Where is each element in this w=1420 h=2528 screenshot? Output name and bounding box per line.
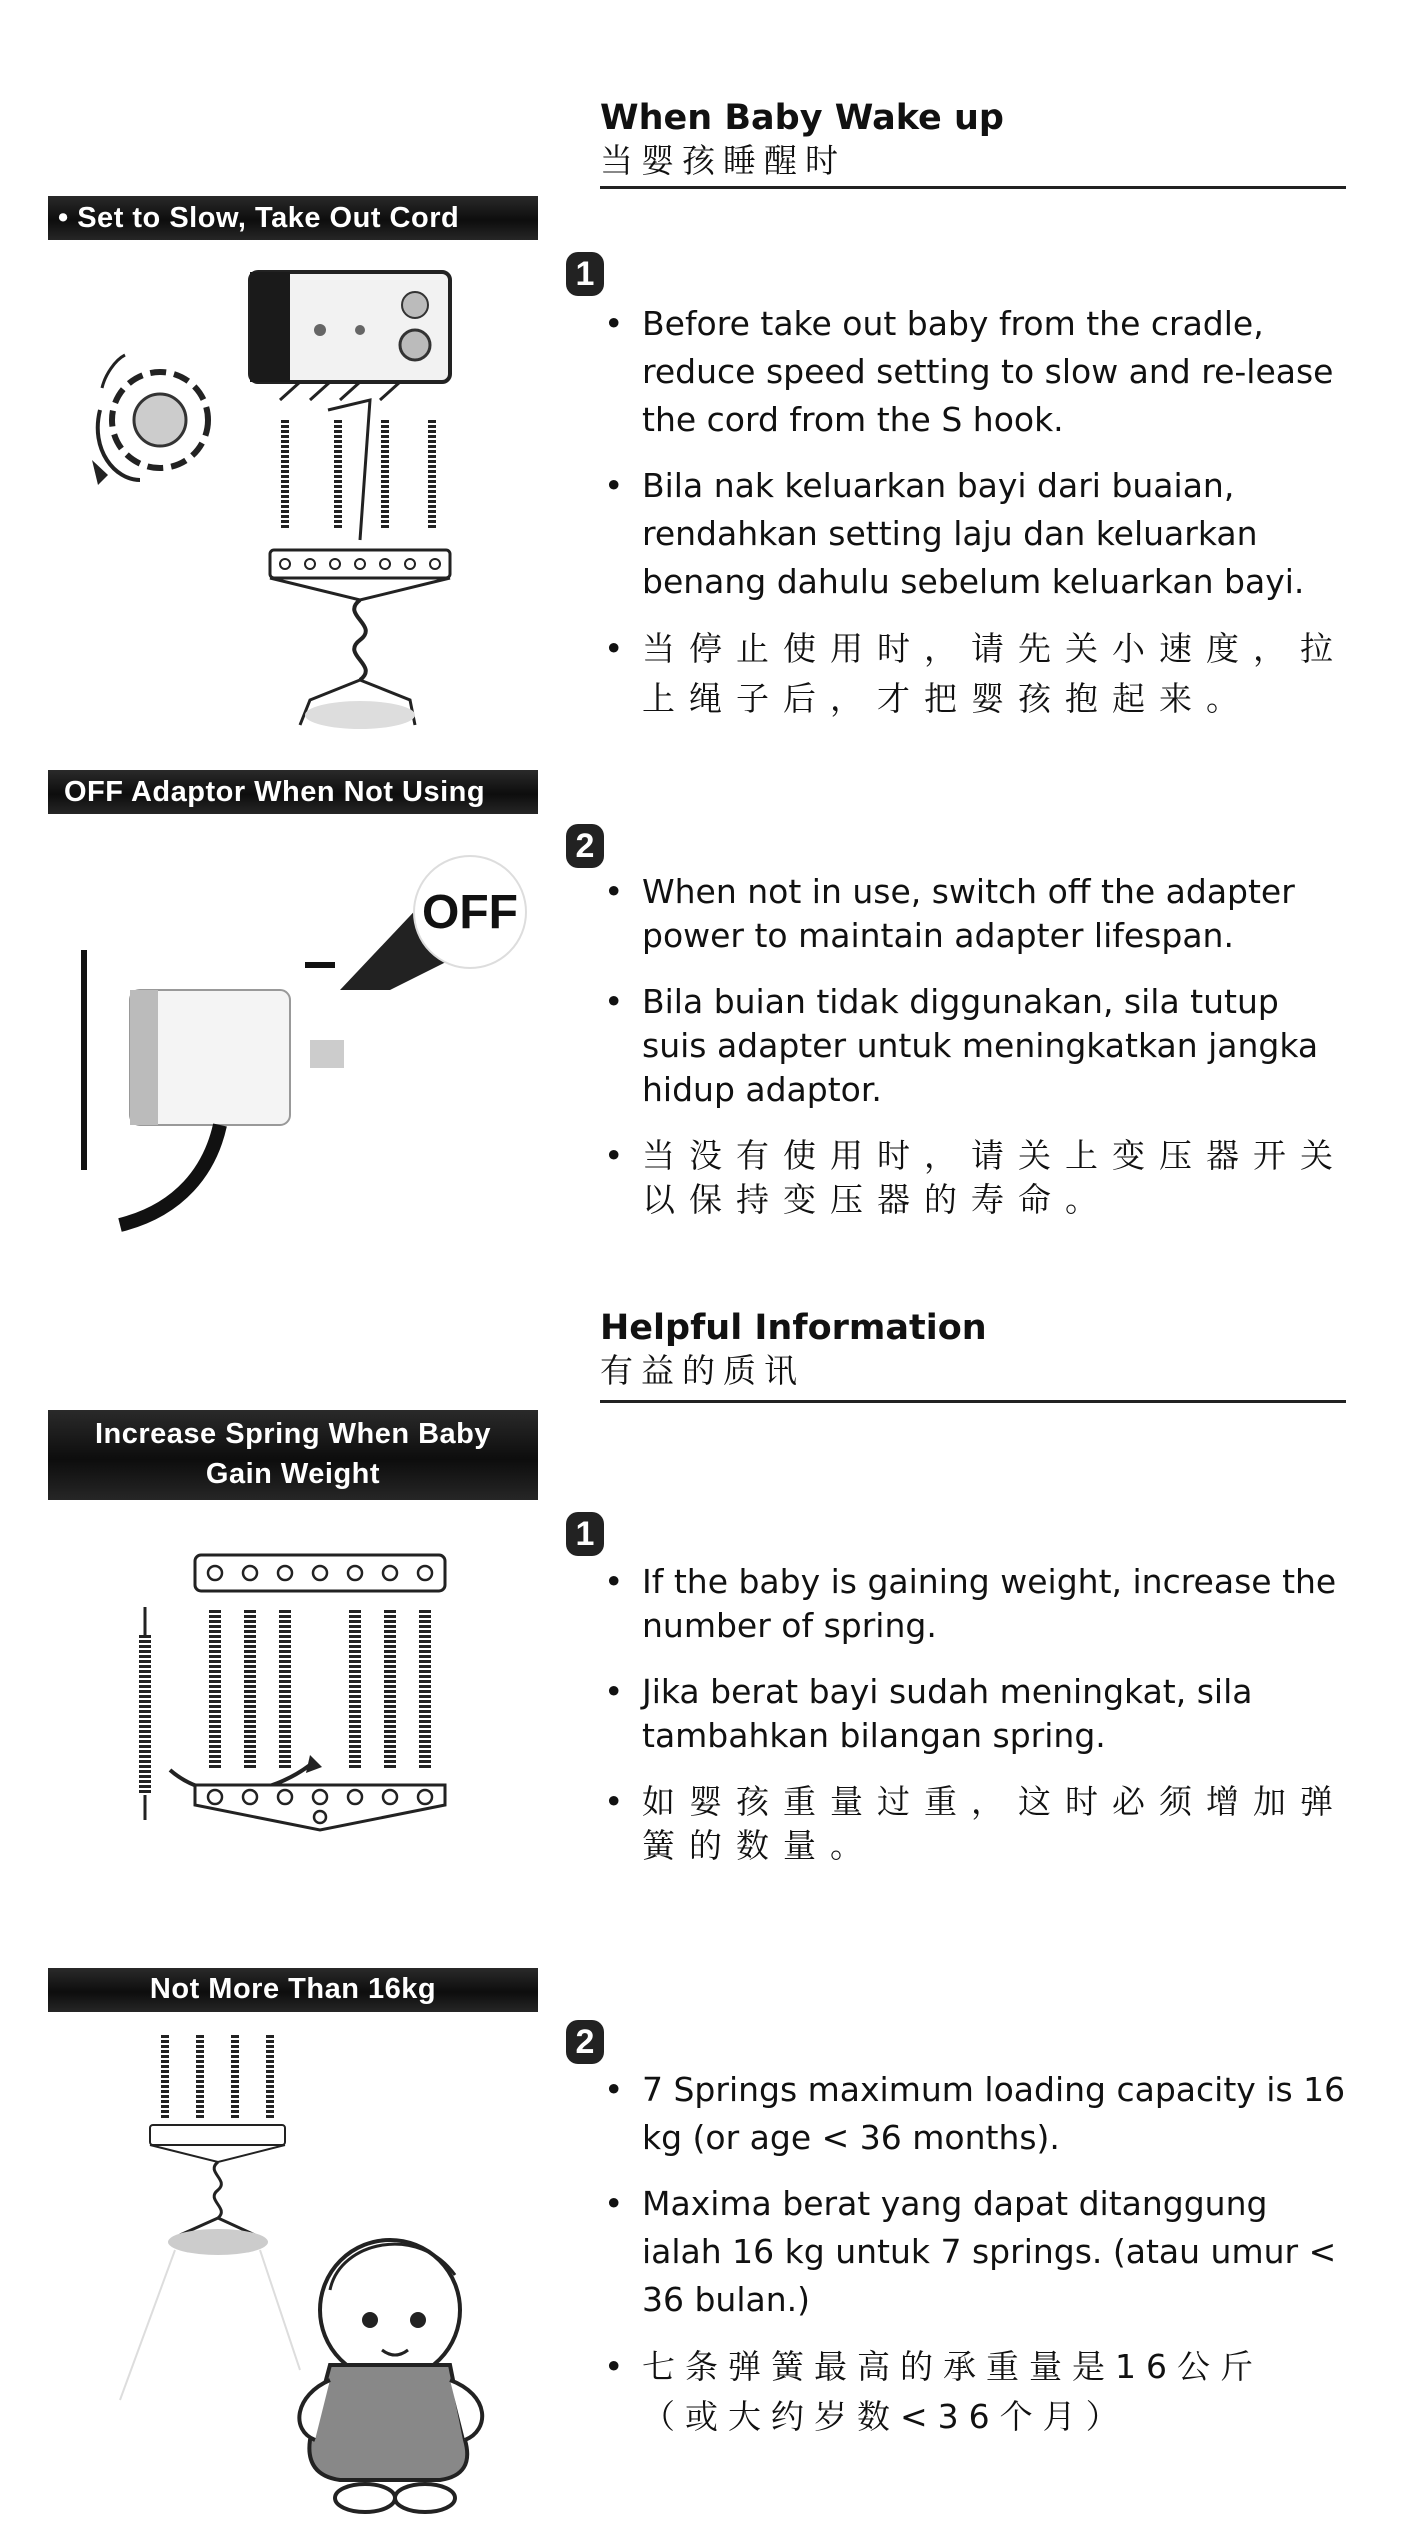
bullet-ms: • Bila nak keluarkan bayi dari buaian, rendahkan setting laju dan keluarkan benang dahulu sebelum keluarkan bayi. [600, 462, 1348, 606]
banner-increase-spring [48, 1410, 538, 1500]
title-zh: 有益的质讯 [600, 1351, 805, 1390]
banner-text: • Set to Slow, Take Out Cord [58, 202, 460, 234]
section-title-helpful [600, 1306, 987, 1392]
bullet-ms: • Maxima berat yang dapat ditanggung ialah 16 kg untuk 7 springs. (atau umur < 36 bulan.) [600, 2180, 1348, 2324]
banner-line-2: Gain Weight [205, 1458, 381, 1490]
banner-max-16kg [48, 1968, 538, 2012]
off-label: OFF [422, 886, 518, 939]
title-en: Helpful Information [600, 1308, 987, 1348]
bullet-zh: • 当停止使用时，请先关小速度，拉上绳子后，才把婴孩抱起来。 [600, 624, 1348, 724]
instruction-list-off [600, 870, 1348, 1244]
cradle-controller-illustration [70, 260, 540, 730]
bullet-ms: • Bila buian tidak diggunakan, sila tutup suis adapter untuk meningkatkan jangka hidup adaptor. [600, 980, 1348, 1112]
step-number: 1 [566, 1512, 604, 1556]
title-en: When Baby Wake up [600, 98, 1004, 138]
instruction-list-capacity [600, 2066, 1348, 2460]
bullet-zh: • 如婴孩重量过重，这时必须增加弹簧的数量。 [600, 1780, 1348, 1868]
title-rule [600, 186, 1346, 189]
bullet-en: • When not in use, switch off the adapter power to maintain adapter lifespan. [600, 870, 1348, 958]
banner-text: OFF Adaptor When Not Using [64, 776, 486, 808]
bullet-en: • Before take out baby from the cradle, reduce speed setting to slow and re-lease the cord from the S hook. [600, 300, 1348, 444]
baby-cradle-illustration [90, 2020, 540, 2520]
banner-off-adaptor [48, 770, 538, 814]
banner-slow-cord [48, 196, 538, 240]
bullet-en: • If the baby is gaining weight, increase the number of spring. [600, 1560, 1348, 1648]
banner-text: Not More Than 16kg [149, 1973, 437, 2005]
bullet-zh: • 当没有使用时，请关上变压器开关以保持变压器的寿命。 [600, 1134, 1348, 1222]
instruction-list-spring [600, 1560, 1348, 1890]
step-number: 1 [566, 252, 604, 296]
bullet-zh: • 七条弹簧最高的承重量是16公斤（或大约岁数<36个月） [600, 2342, 1348, 2442]
adaptor-off-illustration [70, 840, 540, 1250]
banner-line-1: Increase Spring When Baby [94, 1418, 492, 1450]
title-zh: 当婴孩睡醒时 [600, 141, 846, 180]
instruction-list-wake [600, 300, 1348, 742]
section-title-wake-up [600, 96, 1004, 182]
bullet-ms: • Jika berat bayi sudah meningkat, sila tambahkan bilangan spring. [600, 1670, 1348, 1758]
step-number: 2 [566, 2020, 604, 2064]
title-rule [600, 1400, 1346, 1403]
bullet-en: • 7 Springs maximum loading capacity is 16 kg (or age < 36 months). [600, 2066, 1348, 2162]
step-number: 2 [566, 824, 604, 868]
springs-illustration [110, 1545, 470, 1875]
